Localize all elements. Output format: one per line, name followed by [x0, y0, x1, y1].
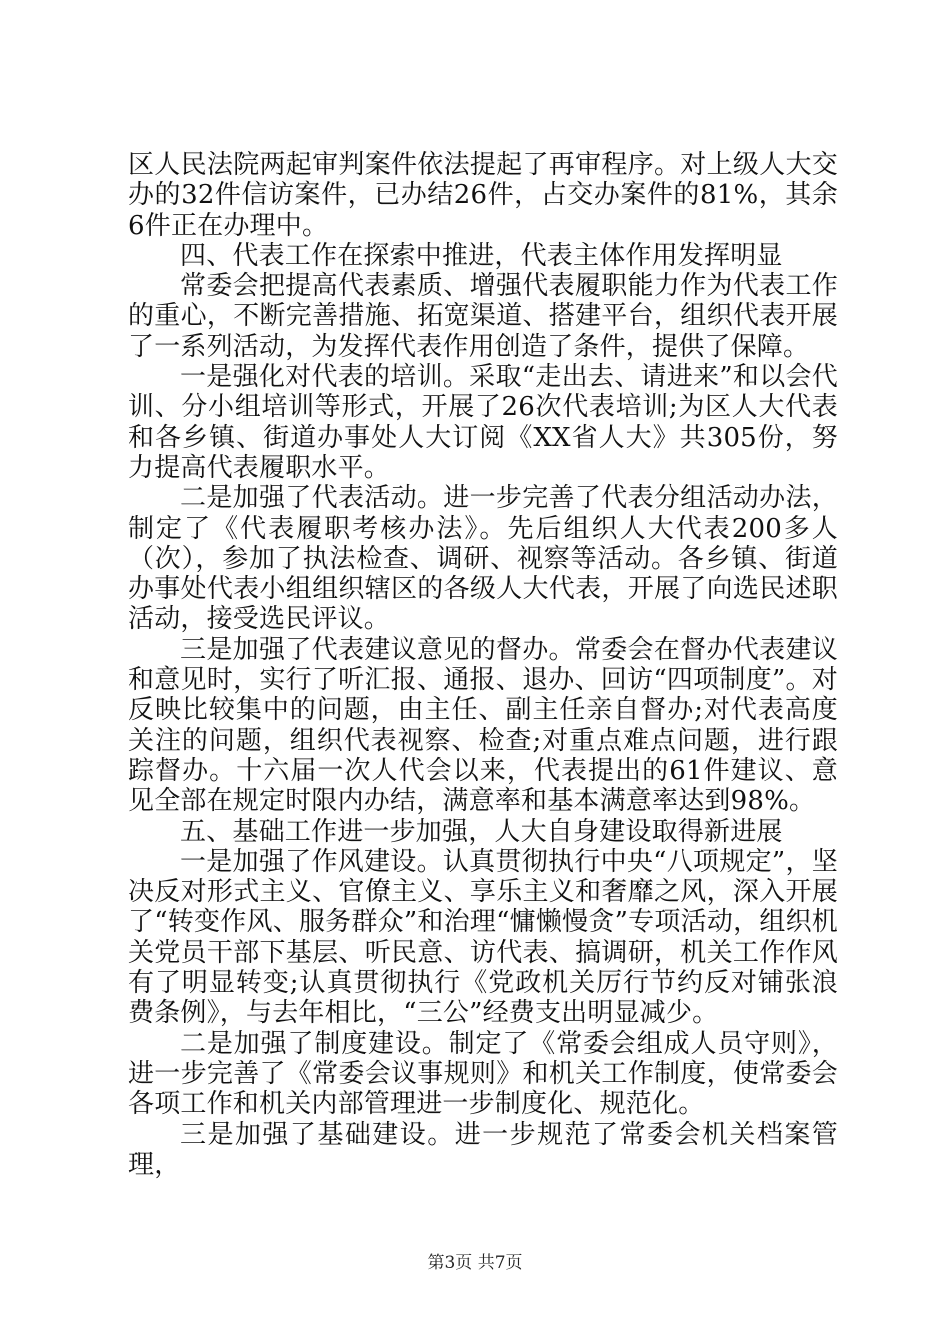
- section-heading: 五、基础工作进一步加强，人大自身建设取得新进展: [180, 816, 783, 847]
- document-body: [128, 150, 838, 1180]
- paragraph: 二是加强了制度建设。制定了《常委会组成人员守则》，进一步完善了《常委会议事规则》和机关工作制度，使常委会各项工作和机关内部管理进一步制度化、规范化。: [128, 1028, 838, 1120]
- paragraph: 区人民法院两起审判案件依法提起了再审程序。对上级人大交办的32件信访案件，已办结26件，占交办案件的81%，其余6件正在办理中。: [128, 150, 838, 241]
- page-number-footer: 第3页 共7页: [427, 1253, 523, 1273]
- paragraph: 三是加强了代表建议意见的督办。常委会在督办代表建议和意见时，实行了听汇报、通报、退办、回访“四项制度”。对反映比较集中的问题，由主任、副主任亲自督办;对代表高度关注的问题，组织代表视察、检查;对重点难点问题，进行跟踪督办。十六届一次人代会以来，代表提出的61件建议、意见全部在规定时限内办结，满意率和基本满意率达到98%。: [128, 634, 838, 817]
- paragraph: 三是加强了基础建设。进一步规范了常委会机关档案管理，: [128, 1119, 838, 1180]
- paragraph: 二是加强了代表活动。进一步完善了代表分组活动办法，制定了《代表履职考核办法》。先后组织人大代表200多人（次），参加了执法检查、调研、视察等活动。各乡镇、街道办事处代表小组组织辖区的各级人大代表，开展了向选民述职活动，接受选民评议。: [128, 483, 838, 635]
- paragraph: 一是加强了作风建设。认真贯彻执行中央“八项规定”，坚决反对形式主义、官僚主义、享乐主义和奢靡之风，深入开展了“转变作风、服务群众”和治理“慵懒慢贪”专项活动，组织机关党员干部下基层、听民意、访代表、搞调研，机关工作作风有了明显转变;认真贯彻执行《党政机关厉行节约反对铺张浪费条例》，与去年相比，“三公”经费支出明显减少。: [128, 846, 838, 1029]
- paragraph: 一是强化对代表的培训。采取“走出去、请进来”和以会代训、分小组培训等形式，开展了26次代表培训;为区人大代表和各乡镇、街道办事处人大订阅《XX省人大》共305份，努力提高代表履职水平。: [128, 362, 838, 483]
- paragraph: 常委会把提高代表素质、增强代表履职能力作为代表工作的重心，不断完善措施、拓宽渠道、搭建平台，组织代表开展了一系列活动，为发挥代表作用创造了条件，提供了保障。: [128, 271, 838, 362]
- section-heading: 四、代表工作在探索中推进，代表主体作用发挥明显: [180, 240, 783, 271]
